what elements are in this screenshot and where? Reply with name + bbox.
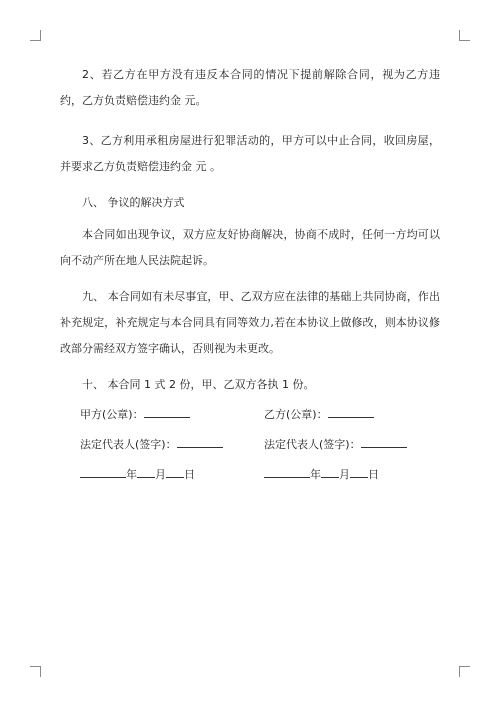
party-b-day-blank	[350, 463, 368, 478]
crop-mark-top-left	[30, 30, 41, 41]
party-a-rep-blank	[177, 433, 223, 448]
section-9: 九、 本合同如有未尽事宜，甲、乙双方应在法律的基础上共同协商，作出补充规定，补充规定与本合同具有同等效力,若在本协议上做修改，则本协议修改部分需经双方签字确认，否则视为未更改。	[60, 290, 440, 355]
document-body	[60, 62, 440, 486]
party-b-month-label: 月	[339, 468, 350, 481]
party-b-date	[264, 462, 379, 488]
crop-mark-bottom-left	[30, 666, 41, 677]
party-b-rep-blank	[361, 433, 407, 448]
party-b-seal-blank	[328, 403, 374, 418]
representative-row	[60, 432, 440, 456]
party-a-month-label: 月	[155, 468, 166, 481]
party-a-representative	[80, 432, 223, 458]
section-8-body: 本合同如出现争议，双方应友好协商解决，协商不成时，任何一方均可以向不动产所在地人民法院起诉。	[60, 228, 440, 267]
party-b-year-blank	[264, 463, 310, 478]
crop-mark-top-right	[459, 30, 470, 41]
party-a-seal	[80, 402, 190, 428]
party-a-rep-label: 法定代表人(签字)：	[80, 438, 177, 451]
clause-2: 2、若乙方在甲方没有违反本合同的情况下提前解除合同，视为乙方违约，乙方负责赔偿违约金 元。	[60, 68, 440, 107]
party-a-year-blank	[80, 463, 126, 478]
party-a-year-label: 年	[126, 468, 137, 481]
party-b-seal-label: 乙方(公章)：	[264, 408, 328, 421]
party-a-day-blank	[166, 463, 184, 478]
party-a-day-label: 日	[184, 468, 195, 481]
seal-row	[60, 402, 440, 426]
party-b-seal	[264, 402, 374, 428]
party-a-seal-blank	[144, 403, 190, 418]
party-a-seal-label: 甲方(公章)：	[80, 408, 144, 421]
section-10: 十、 本合同 1 式 2 份，甲、乙双方各执 1 份。	[82, 378, 315, 391]
party-b-year-label: 年	[310, 468, 321, 481]
party-b-day-label: 日	[368, 468, 379, 481]
clause-3: 3、乙方利用承租房屋进行犯罪活动的，甲方可以中止合同，收回房屋，并要求乙方负责赔偿违约金 元 。	[60, 134, 440, 173]
party-b-month-blank	[321, 463, 339, 478]
party-a-date	[80, 462, 195, 488]
party-b-representative	[264, 432, 407, 458]
crop-mark-bottom-right	[459, 666, 470, 677]
date-row	[60, 462, 440, 486]
party-b-rep-label: 法定代表人(签字)：	[264, 438, 361, 451]
section-8-heading: 八、 争议的解决方式	[82, 196, 185, 209]
party-a-month-blank	[137, 463, 155, 478]
